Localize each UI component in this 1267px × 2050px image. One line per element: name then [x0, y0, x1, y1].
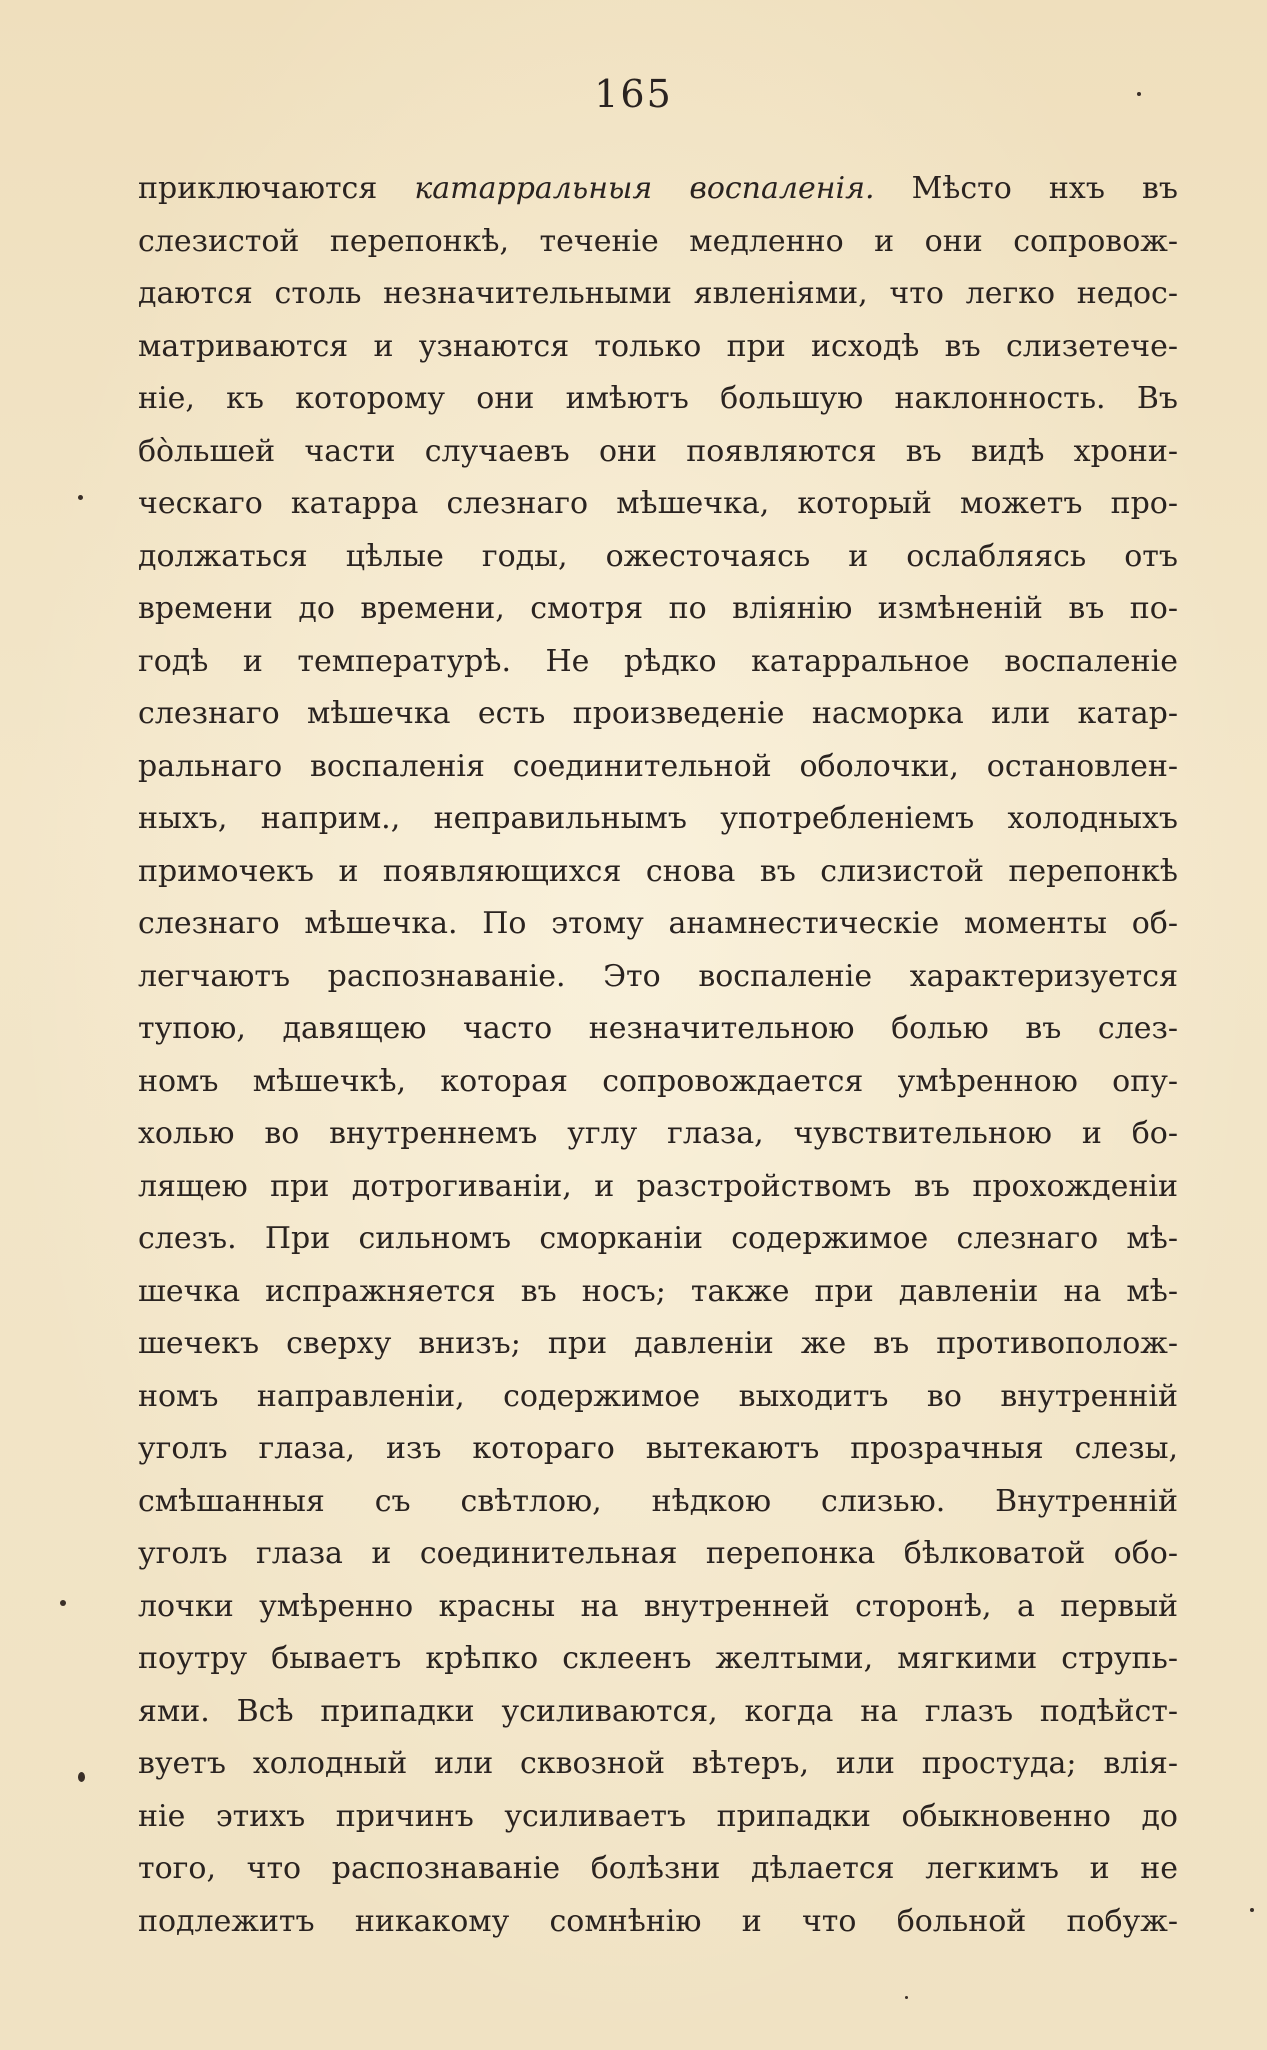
- ink-speck: [1137, 92, 1141, 96]
- text-run: ральнаго воспаленія соединительной оболочки, остановлен-: [138, 748, 1178, 784]
- text-line: [138, 1213, 1178, 1266]
- text-run: лочки умѣренно красны на внутренней сторонѣ, а первый: [138, 1588, 1178, 1624]
- text-run: годѣ и температурѣ. Не рѣдко катарральное воспаленіе: [138, 643, 1178, 679]
- text-run: номъ направленіи, содержимое выходитъ во внутренній: [138, 1378, 1178, 1414]
- text-line: [138, 1791, 1178, 1844]
- text-line: [138, 1581, 1178, 1634]
- text-run: шечка испражняется въ носъ; также при давленіи на мѣ-: [138, 1273, 1178, 1309]
- text-line: [138, 531, 1178, 584]
- ink-speck: [1250, 1908, 1254, 1912]
- italic-text: катарральныя воспаленія.: [414, 171, 875, 206]
- text-line: [138, 373, 1178, 426]
- text-line: [138, 478, 1178, 531]
- text-run: уголъ глаза, изъ котораго вытекаютъ прозрачныя слезы,: [138, 1431, 1178, 1466]
- text-run: лящею при дотрогиваніи, и разстройствомъ въ прохожденіи: [138, 1168, 1178, 1204]
- text-run: даются столь незначительными явленіями, что легко недос-: [138, 276, 1178, 311]
- text-run: примочекъ и появляющихся снова въ слизистой перепонкѣ: [138, 853, 1178, 889]
- text-run: уголъ глаза и соединительная перепонка бѣлковатой обо-: [138, 1536, 1178, 1571]
- text-line: [138, 1318, 1178, 1371]
- text-line: [138, 1056, 1178, 1109]
- text-line: [138, 1423, 1178, 1476]
- text-run: слезнаго мѣшечка. По этому анамнестическіе моменты об-: [138, 906, 1178, 941]
- text-line: [138, 1528, 1178, 1581]
- ink-speck: [78, 495, 83, 500]
- ink-speck: [905, 1996, 908, 1999]
- text-line: [138, 321, 1178, 374]
- text-line: [138, 1161, 1178, 1214]
- text-run: легчаютъ распознаваніе. Это воспаленіе характеризуется: [138, 958, 1178, 994]
- text-run: шечекъ сверху внизъ; при давленіи же въ противополож-: [138, 1326, 1178, 1361]
- text-run: вуетъ холодный или сквозной вѣтеръ, или простуда; влія-: [138, 1746, 1178, 1781]
- text-line: [138, 163, 1178, 216]
- text-line: [138, 1371, 1178, 1424]
- text-run: ніе этихъ причинъ усиливаетъ припадки обыкновенно до: [138, 1798, 1178, 1834]
- text-line: [138, 793, 1178, 846]
- text-line: [138, 1738, 1178, 1791]
- text-run: ческаго катарра слезнаго мѣшечка, который можетъ про-: [138, 486, 1178, 521]
- text-run: тупою, давящею часто незначительною болью въ слез-: [138, 1011, 1178, 1046]
- text-line: [138, 951, 1178, 1004]
- text-line: [138, 426, 1178, 479]
- text-run: должаться цѣлые годы, ожесточаясь и ослабляясь отъ: [138, 538, 1178, 574]
- text-line: [138, 846, 1178, 899]
- text-line: [138, 688, 1178, 741]
- text-line: [138, 1843, 1178, 1896]
- text-line: [138, 1476, 1178, 1529]
- text-line: [138, 898, 1178, 951]
- text-run: приключаются: [138, 171, 415, 206]
- text-line: [138, 216, 1178, 269]
- text-run: матриваются и узнаются только при исходѣ въ слизетече-: [138, 328, 1178, 364]
- text-line: [138, 741, 1178, 794]
- text-line: [138, 268, 1178, 321]
- text-run: слезнаго мѣшечка есть произведеніе насморка или катар-: [138, 696, 1178, 731]
- text-line: [138, 1896, 1178, 1949]
- text-run: Мѣсто нхъ въ: [874, 171, 1178, 206]
- text-run: того, что распознаваніе болѣзни дѣлается легкимъ и не: [138, 1851, 1178, 1886]
- text-line: [138, 1633, 1178, 1686]
- ink-speck: [78, 1772, 85, 1782]
- text-line: [138, 1266, 1178, 1319]
- text-run: подлежитъ никакому сомнѣнію и что больной побуж-: [138, 1903, 1178, 1939]
- page-number: 165: [594, 72, 673, 116]
- text-run: ніе, къ которому они имѣютъ большую наклонность. Въ: [138, 381, 1178, 416]
- body-text: [138, 163, 1178, 1948]
- text-run: смѣшанныя съ свѣтлою, нѣдкою слизью. Внутренній: [138, 1483, 1178, 1519]
- ink-speck: [60, 1600, 66, 1606]
- text-run: ями. Всѣ припадки усиливаются, когда на глазъ подѣйст-: [138, 1693, 1178, 1729]
- text-run: номъ мѣшечкѣ, которая сопровождается умѣренною опу-: [138, 1063, 1178, 1099]
- text-line: [138, 1108, 1178, 1161]
- text-run: бо̀льшей части случаевъ они появляются въ видѣ хрони-: [138, 433, 1178, 469]
- text-run: времени до времени, смотря по вліянію измѣненій въ по-: [138, 591, 1178, 626]
- text-line: [138, 1686, 1178, 1739]
- text-run: слезистой перепонкѣ, теченіе медленно и они сопровож-: [138, 223, 1178, 259]
- text-run: холью во внутреннемъ углу глаза, чувствительною и бо-: [138, 1116, 1178, 1151]
- text-run: слезъ. При сильномъ сморканіи содержимое слезнаго мѣ-: [138, 1221, 1178, 1256]
- text-line: [138, 1003, 1178, 1056]
- text-line: [138, 636, 1178, 689]
- text-run: ныхъ, наприм., неправильнымъ употребленіемъ холодныхъ: [138, 801, 1178, 836]
- text-run: поутру бываетъ крѣпко склеенъ желтыми, мягкими струпь-: [138, 1641, 1178, 1676]
- text-line: [138, 583, 1178, 636]
